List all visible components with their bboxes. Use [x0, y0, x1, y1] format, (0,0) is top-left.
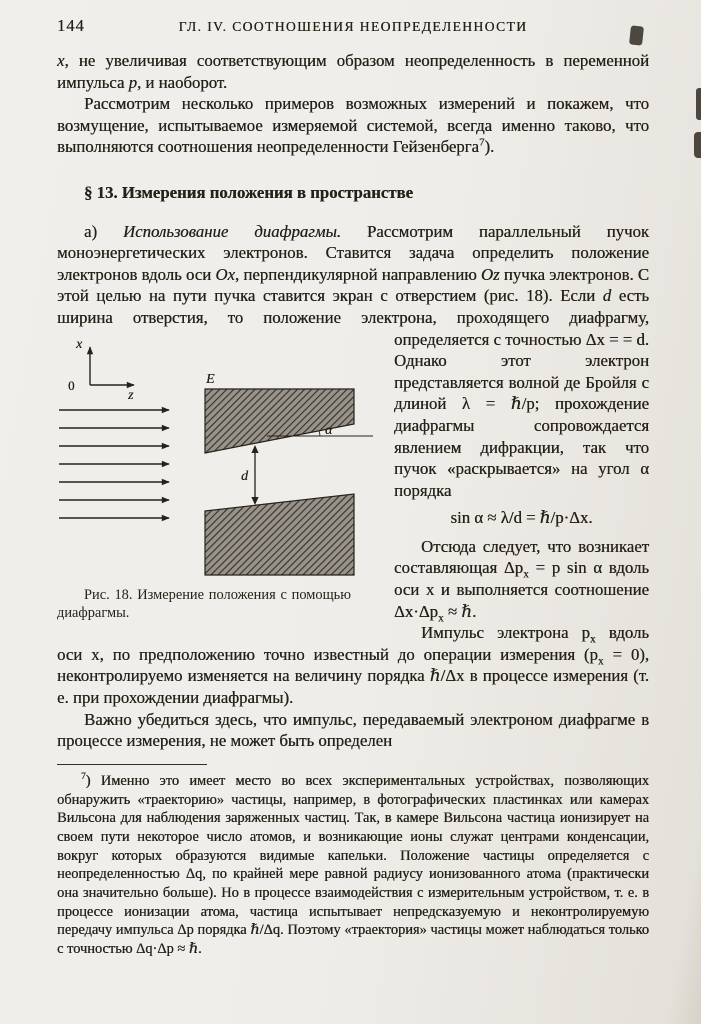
footnote-divider [57, 764, 207, 765]
text-segment: вдоль оси x, по предположению точно известный до операции измерения (p [57, 623, 650, 664]
scan-artifact [694, 132, 701, 158]
text-segment: = p sin α вдоль оси x и выполняется соотношение Δx·Δp [394, 558, 649, 621]
subscript: x [523, 568, 529, 581]
figure-drawing [57, 332, 381, 582]
text-segment: Импульс электрона p [421, 623, 590, 643]
paragraph-continuation [57, 50, 649, 93]
page-header [57, 16, 649, 38]
text-segment: x [57, 51, 65, 70]
running-title: ГЛ. IV. СООТНОШЕНИЯ НЕОПРЕДЕЛЕННОСТИ [178, 19, 528, 34]
text-segment: ). [484, 137, 495, 157]
text-segment: Рассмотрим несколько примеров возможных измерений и покажем, что возмущение, испытываемое измеряемой системой, всегда именно таково, что выполняются соотношения неопределенности Гейзенберга [57, 94, 649, 157]
page-number: 144 [57, 16, 85, 35]
footnote-block [57, 764, 649, 959]
upper-screen-block [205, 389, 354, 453]
section-heading: § 13. Измерения положения в пространстве [84, 182, 413, 202]
paragraph-conclusion: Важно убедиться здесь, что импульс, передаваемый электроном диафрагме в процессе измерения, не может быть определен [57, 709, 649, 751]
footnote-reference: 7 [478, 136, 485, 149]
text-segment: Отсюда следует, что возникает составляющая Δp [394, 536, 649, 578]
text-segment: ≈ ℏ. [443, 601, 477, 621]
text-segment: пучка электронов. С этой целью на пути пучка ставится экран с отверстием (рис. 18). Если [57, 264, 649, 306]
subscript: x [597, 655, 604, 668]
text-segment: Рассмотрим параллельный пучок моноэнергетических электронов. Ставится задача определить положение электронов вдоль оси [57, 221, 649, 284]
electron-beam-arrows [59, 410, 169, 518]
figure-label-origin: 0 [68, 377, 75, 393]
figure-caption: Рис. 18. Измерение положения с помощью диафрагмы. [57, 586, 351, 621]
coordinate-axes [90, 347, 134, 385]
subscript: x [437, 612, 444, 625]
text-segment: а) [84, 221, 123, 241]
text-segment: p [128, 72, 137, 92]
text-segment: есть ширина отверстия, то положение электрона, проходящего диафрагму, [57, 286, 650, 327]
figure-label-angle: α [325, 422, 333, 438]
footnote-body: ) Именно это имеет место во всех экспериментальных устройствах, позволяющих обнаружить «траекторию» частицы, например, в фотографических пластинках или камерах Вильсона для наблюдения заряженных частиц. Так, в камере Вильсона частица ионизирует на своем пути некоторое число атомов, и возникающие ионы служат центрами конденсации, вокруг которых образуются видимые капельки. Положение частицы определяется с неопределенностью Δq, по крайней мере равной радиусу ионизованного атома (практически она значительно больше). Но в процессе взаимодействия с измерительным устройством, т. е. в процессе ионизации атома, частица испытывает непредсказуемую и неконтролируемую передачу импульса Δp порядка ℏ/Δq. Поэтому «траектория» частицы может наблюдаться только с точностью Δq·Δp ≈ ℏ. [57, 772, 649, 958]
paragraph-examples [57, 93, 649, 158]
text-segment: = 0), неконтролируемо изменяется на величину порядка ℏ/Δx в процессе измерения (т. е. при прохождении диафрагмы). [57, 644, 649, 708]
text-segment: Oz [480, 264, 500, 284]
text-segment: Использование диафрагмы. [122, 221, 341, 241]
text-segment: , и наоборот. [136, 72, 228, 92]
lower-screen-block [205, 494, 354, 575]
scan-artifact [696, 88, 701, 120]
figure-label-gap: d [241, 468, 248, 484]
figure-18 [57, 332, 381, 622]
text-segment: , перпендикулярной направлению [234, 264, 481, 284]
text-segment: Ox [215, 264, 235, 284]
figure-label-z: z [128, 387, 134, 403]
subscript: x [589, 633, 596, 646]
text-segment: , не увеличивая соответствующим образом неопределенность в переменной импульса [57, 51, 649, 92]
figure-label-screen: E [206, 371, 215, 387]
gap-dimension-arrow [251, 445, 258, 505]
figure-label-x: x [76, 336, 83, 352]
text-segment: d [602, 286, 612, 306]
formula-diffraction-angle: sin α ≈ λ/d = ℏ/p·Δx. [450, 508, 593, 528]
footnote [57, 772, 649, 959]
paragraph-momentum-change [57, 622, 649, 708]
text-segment: определяется с точностью Δx = = d. Однако этот электрон представляется волной де Бройля с длиной λ = ℏ/p; прохождение диафрагмы сопровождается явлением дифракции, так что пучок «раскрывается» на угол α порядка [394, 329, 649, 500]
footnote-marker: 7 [81, 772, 86, 783]
